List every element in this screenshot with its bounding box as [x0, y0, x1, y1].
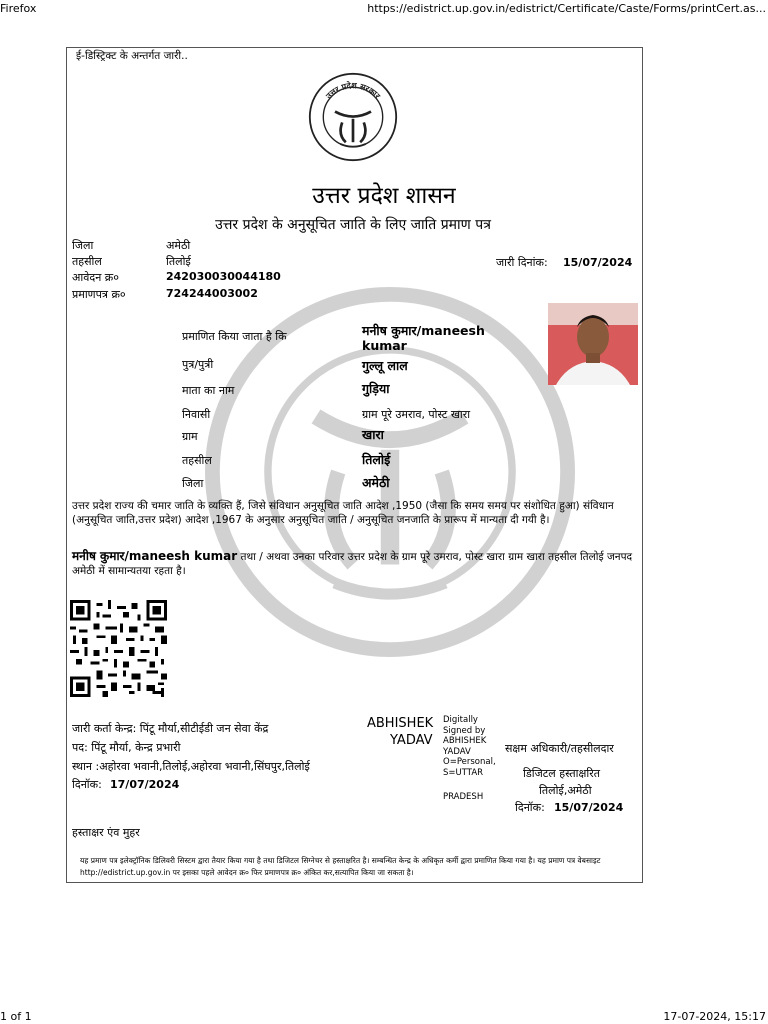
govt-title: उत्तर प्रदेश शासन	[312, 183, 456, 209]
emblem-text: उत्तर प्रदेश सरकार	[323, 80, 383, 101]
father-name: गुल्लू लाल	[362, 358, 408, 373]
village-value: खारा	[362, 427, 384, 442]
district-value: अमेठी	[166, 239, 191, 252]
signer-name-line2: YADAV	[390, 733, 433, 748]
application-label: आवेदन क्र०	[72, 271, 119, 284]
page-count: 1 of 1	[0, 1010, 32, 1023]
issuer-date-label: दिनॉक:	[72, 778, 102, 791]
certificate-number: 724244003002	[166, 287, 258, 300]
authority-date: 15/07/2024	[554, 801, 624, 814]
stamp-line: ABHISHEK	[443, 736, 487, 746]
tehsil-value: तिलोई	[166, 255, 191, 268]
certificate-label: प्रमाणपत्र क्र०	[72, 288, 126, 301]
sign-seal-label: हस्ताक्षर एंव मुहर	[72, 826, 140, 839]
detail-tehsil-label: तहसील	[182, 454, 212, 467]
applicant-name-line1: मनीष कुमार/maneesh	[362, 323, 485, 338]
qr-code	[70, 600, 167, 697]
residence-text: तथा / अथवा उनका परिवार उत्तर प्रदेश के ग्राम पूरे उमराव, पोस्ट खारा ग्राम खारा तहसील तिलोई जनपद अमेठी में सामान्यतया रहता है।	[72, 551, 633, 577]
relation-label: पुत्र/पुत्री	[182, 358, 214, 371]
page-url: https://edistrict.up.gov.in/edistrict/Certificate/Caste/Forms/printCert.as...	[367, 2, 766, 15]
footer-note: यह प्रमाण पत्र इलेक्ट्रॉनिक डिलिवरी सिस्टम द्वारा तैयार किया गया है तथा डिजिटल सिग्नेचर से हस्ताक्षरित है। सम्बन्धित केन्द्र के अधिकृत कर्मी द्वारा प्रमाणित किया गया है। यह प्रमाण पत्र वेबसाइट http://edistrict.up.gov.in पर इसका पहले आवेदन क्र० फिर प्रमाणपत्र क्र० अंकित कर,सत्यापित किया जा सकता है।	[80, 856, 601, 877]
issuer-post: पद: पिंटू मौर्या, केन्द्र प्रभारी	[72, 741, 181, 754]
stamp-line: O=Personal,	[443, 757, 496, 767]
mother-label: माता का नाम	[182, 384, 235, 397]
resident-label: निवासी	[182, 408, 211, 421]
district-label: जिला	[72, 239, 94, 252]
stamp-line: Digitally	[443, 715, 478, 725]
certificate-subtitle: उत्तर प्रदेश के अनुसूचित जाति के लिए जाति प्रमाण पत्र	[215, 217, 491, 233]
certified-label: प्रमाणित किया जाता है कि	[182, 330, 287, 343]
header-note: ई-डिस्ट्रिक्ट के अन्तर्गत जारी..	[76, 50, 188, 62]
digital-signature-stamp	[443, 715, 496, 778]
residence-name: मनीष कुमार/maneesh kumar	[72, 549, 238, 563]
resident-value: ग्राम पूरे उमराव, पोस्ट खारा	[362, 408, 471, 421]
issue-date: 15/07/2024	[563, 256, 633, 269]
issuer-place: स्थान :अहोरवा भवानी,तिलोई,अहोरवा भवानी,सिंघपुर,तिलोई	[72, 760, 310, 773]
signer-name-line1: ABHISHEK	[367, 716, 434, 731]
detail-tehsil-value: तिलोई	[362, 452, 391, 467]
village-label: ग्राम	[182, 430, 198, 443]
stamp-line: S=UTTAR	[443, 767, 484, 778]
authority-title: सक्षम अधिकारी/तहसीलदार	[505, 742, 614, 755]
print-datetime: 17-07-2024, 15:17	[663, 1010, 766, 1023]
applicant-name-line2: kumar	[362, 338, 407, 353]
authority-date-label: दिनॉक:	[515, 801, 545, 814]
issuer-center: जारी कर्ता केन्द्र: पिंटू मौर्या,सीटीईडी जन सेवा केंद्र	[72, 722, 269, 735]
stamp-line: YADAV	[443, 746, 471, 757]
application-number: 242030030044180	[166, 270, 281, 283]
residence-statement	[72, 549, 638, 578]
issuer-date: 17/07/2024	[110, 778, 180, 791]
stamp-line: Signed by	[443, 725, 486, 736]
svg-text:उत्तर प्रदेश सरकार	[323, 80, 383, 101]
caste-statement: उत्तर प्रदेश राज्य की चमार जाति के व्यक्ति हैं, जिसे संविधान अनुसूचित जाति आदेश ,1950 (जैसा कि समय समय पर संशोधित हुआ) संविधान (अनुसूचित जाति,उत्तर प्रदेश) आदेश ,1967 के अनुसार अनुसूचित जाति / अनुसूचित जनजाति के प्रारूप में मान्यता दी गयी है।	[72, 500, 614, 526]
detail-district-value: अमेठी	[362, 475, 390, 490]
tehsil-label: तहसील	[72, 255, 102, 268]
browser-app-name: Firefox	[0, 2, 37, 15]
authority-digital-sign: डिजिटल हस्ताक्षरित	[523, 767, 600, 780]
up-govt-emblem-icon	[308, 72, 398, 162]
mother-name: गुड़िया	[362, 381, 390, 396]
stamp-last-line: PRADESH	[443, 792, 484, 802]
issue-date-label: जारी दिनांक:	[496, 256, 548, 269]
applicant-photo	[548, 303, 638, 385]
authority-place: तिलोई,अमेठी	[539, 784, 592, 797]
detail-district-label: जिला	[182, 477, 204, 490]
